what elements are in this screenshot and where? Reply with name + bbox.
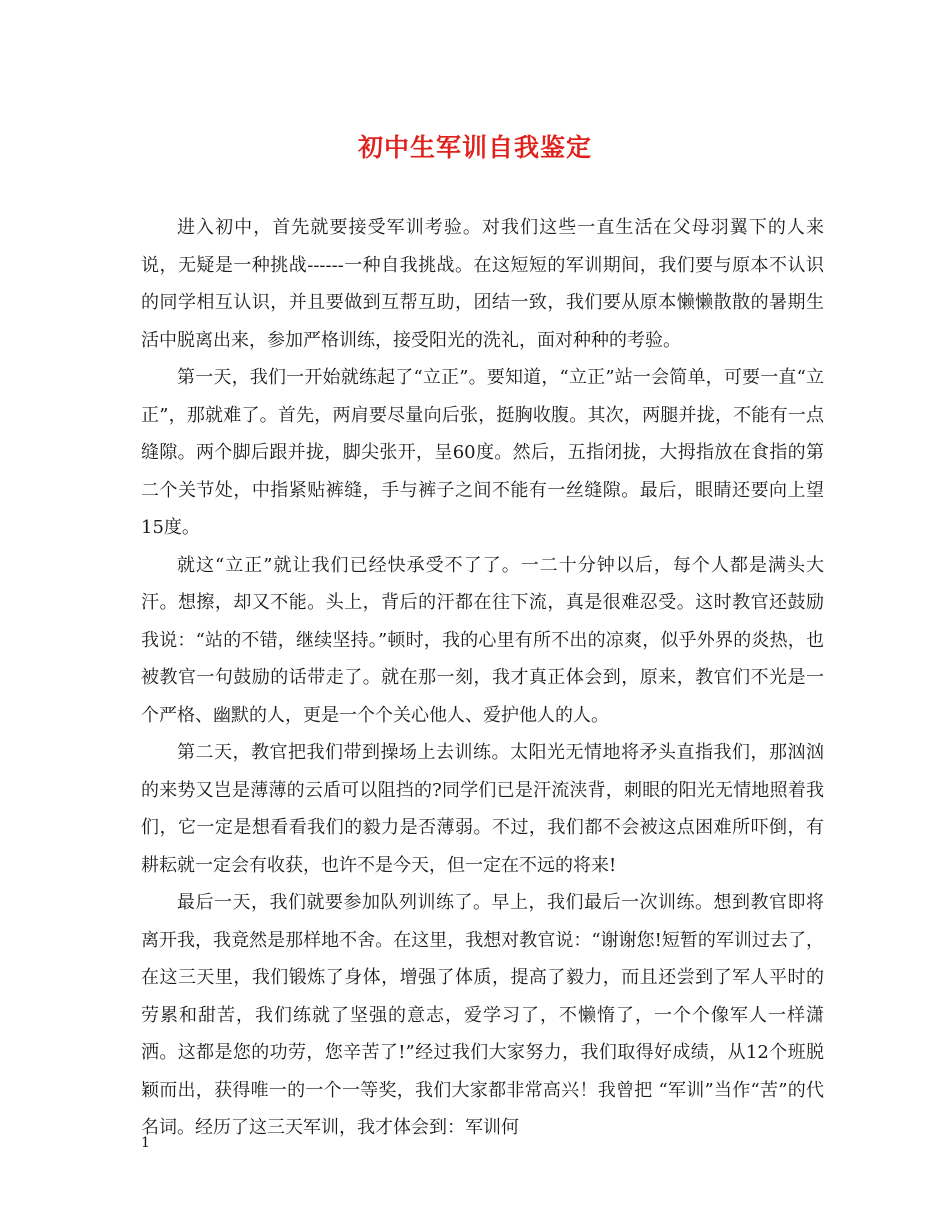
paragraph-standing: 就这“立正”就让我们已经快承受不了了。一二十分钟以后，每个人都是满头大汗。想擦，却又不能。头上，背后的汗都在往下流，真是很难忍受。这时教官还鼓励我说：“站的不错，继续坚持。”顿时，我的心里有所不出的凉爽，似乎外界的炎热，也被教官一句鼓励的话带走了。就在那一刻，我才真正体会到，原来，教官们不光是一个严格、幽默的人，更是一个个关心他人、爱护他人的人。	[141, 554, 824, 726]
paragraph-last-day: 最后一天，我们就要参加队列训练了。早上，我们最后一次训练。想到教官即将离开我，我竟然是那样地不舍。在这里，我想对教官说：“谢谢您!短暂的军训过去了，在这三天里，我们锻炼了身体，增强了体质，提高了毅力，而且还尝到了军人平时的劳累和甜苦，我们练就了坚强的意志，爱学习了，不懒惰了，一个个像军人一样潇洒。这都是您的功劳，您辛苦了!”经过我们大家努力，我们取得好成绩，从12个班脱颖而出，获得唯一的一个一等奖，我们大家都非常高兴！我曾把 “军训”当作“苦”的代名词。经历了这三天军训，我才体会到：军训何	[141, 892, 824, 1138]
document-body	[141, 209, 824, 1147]
paragraph-day-two: 第二天，教官把我们带到操场上去训练。太阳光无情地将矛头直指我们，那汹汹的来势又岂是薄薄的云盾可以阻挡的?同学们已是汗流浃背，刺眼的阳光无情地照着我们，它一定是想看看我们的毅力是否薄弱。不过，我们都不会被这点困难所吓倒，有耕耘就一定会有收获，也许不是今天，但一定在不远的将来!	[141, 742, 824, 876]
paragraph-intro: 进入初中，首先就要接受军训考验。对我们这些一直生活在父母羽翼下的人来说，无疑是一种挑战------一种自我挑战。在这短短的军训期间，我们要与原本不认识的同学相互认识，并且要做到互帮互助，团结一致，我们要从原本懒懒散散的暑期生活中脱离出来，参加严格训练，接受阳光的洗礼，面对种种的考验。	[141, 217, 824, 351]
document-title: 初中生军训自我鉴定	[357, 133, 592, 162]
paragraph-day-one: 第一天，我们一开始就练起了“立正”。要知道，“立正”站一会简单，可要一直“立正”，那就难了。首先，两肩要尽量向后张，挺胸收腹。其次，两腿并拢，不能有一点缝隙。两个脚后跟并拢，脚尖张开，呈60度。然后，五指闭拢，大拇指放在食指的第二个关节处，中指紧贴裤缝，手与裤子之间不能有一丝缝隙。最后，眼睛还要向上望15度。	[141, 367, 824, 538]
page-number: 1	[141, 1135, 150, 1151]
